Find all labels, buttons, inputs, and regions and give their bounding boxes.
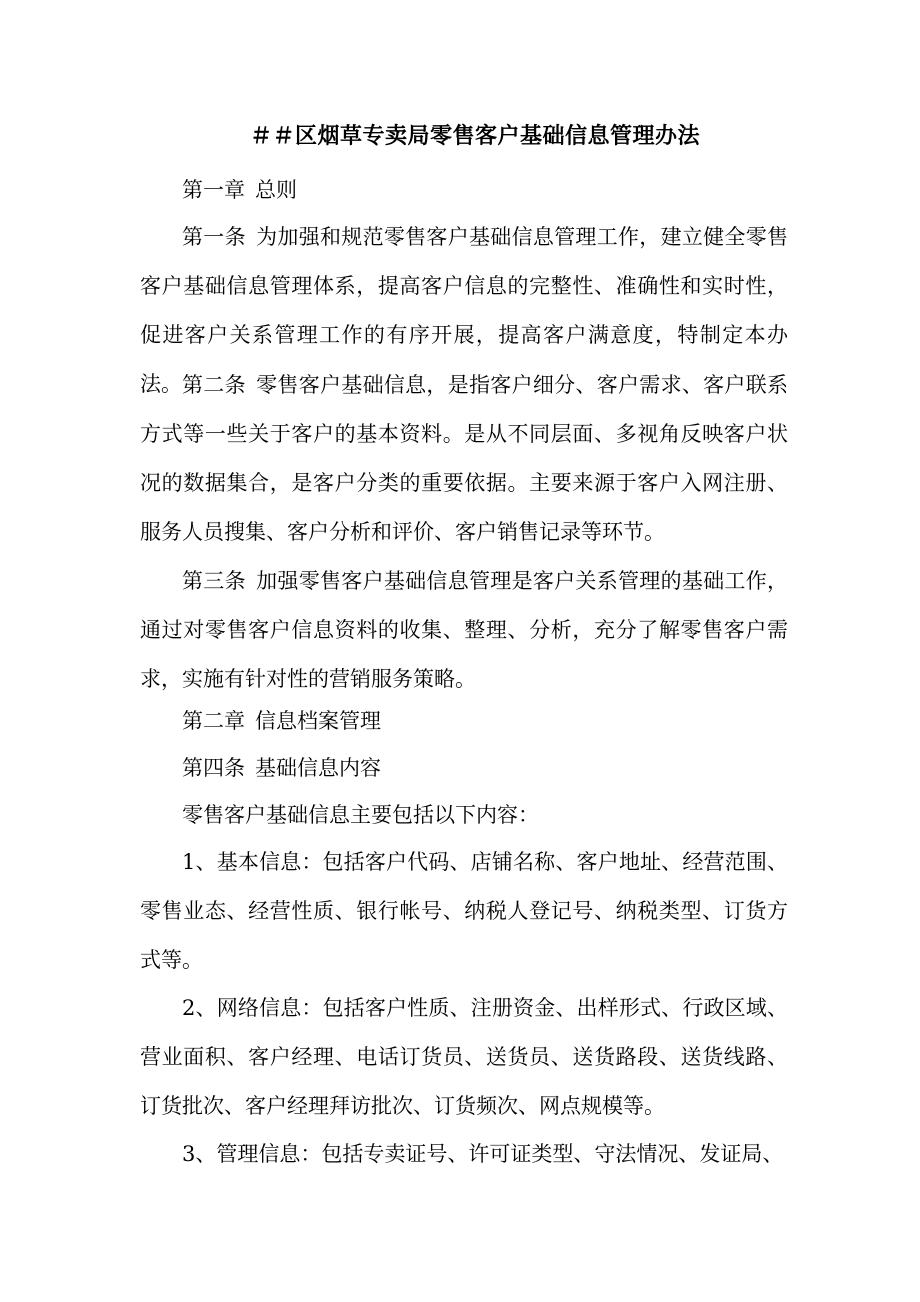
- article-3-text: 加强零售客户基础信息管理是客户关系管理的基础工作，通过对零售客户信息资料的收集、整理、分析，充分了解零售客户需求，实施有针对性的营销服务策略。: [140, 569, 788, 691]
- article-4-text: 基础信息内容: [255, 756, 381, 780]
- article-2-text: 零售客户基础信息，是指客户细分、客户需求、客户联系方式等一些关于客户的基本资料。是从不同层面、多视角反映客户状况的数据集合，是客户分类的重要依据。主要来源于客户入网注册、服务人员搜集、客户分析和评价、客户销售记录等环节。: [140, 373, 788, 544]
- list-item-basic-info: 1、基本信息：包括客户代码、店铺名称、客户地址、经营范围、零售业态、经营性质、银行帐号、纳税人登记号、纳税类型、订货方式等。: [140, 850, 788, 972]
- article-4: [140, 744, 788, 793]
- document-title: ＃＃区烟草专卖局零售客户基础信息管理办法: [249, 123, 700, 149]
- chapter-1-title: 总则: [255, 178, 297, 202]
- article-2-label: 第二条: [182, 373, 246, 397]
- chapter-1-number: 第一章: [182, 178, 245, 202]
- article-2: [140, 361, 788, 557]
- chapter-2-heading: [140, 697, 788, 746]
- article-3: [140, 557, 788, 704]
- chapter-2-title: 信息档案管理: [255, 709, 381, 733]
- content-intro: 零售客户基础信息主要包括以下内容：: [182, 803, 539, 827]
- chapter-2-number: 第二章: [182, 709, 245, 733]
- article-1-text: 为加强和规范零售客户基础信息管理工作，建立健全零售客户基础信息管理体系，提高客户信息的完整性、准确性和实时性，促进客户关系管理工作的有序开展，提高客户满意度，特制定本办法。: [140, 225, 788, 396]
- list-item-network-info: 2、网络信息：包括客户性质、注册资金、出样形式、行政区域、营业面积、客户经理、电话订货员、送货员、送货路段、送货线路、订货批次、客户经理拜访批次、订货频次、网点规模等。: [140, 996, 788, 1118]
- list-item-management-info: 3、管理信息：包括专卖证号、许可证类型、守法情况、发证局、: [182, 1142, 784, 1166]
- article-4-label: 第四条: [182, 756, 245, 780]
- article-1-label: 第一条: [182, 225, 246, 249]
- article-3-label: 第三条: [182, 569, 246, 593]
- chapter-1-heading: [140, 166, 788, 215]
